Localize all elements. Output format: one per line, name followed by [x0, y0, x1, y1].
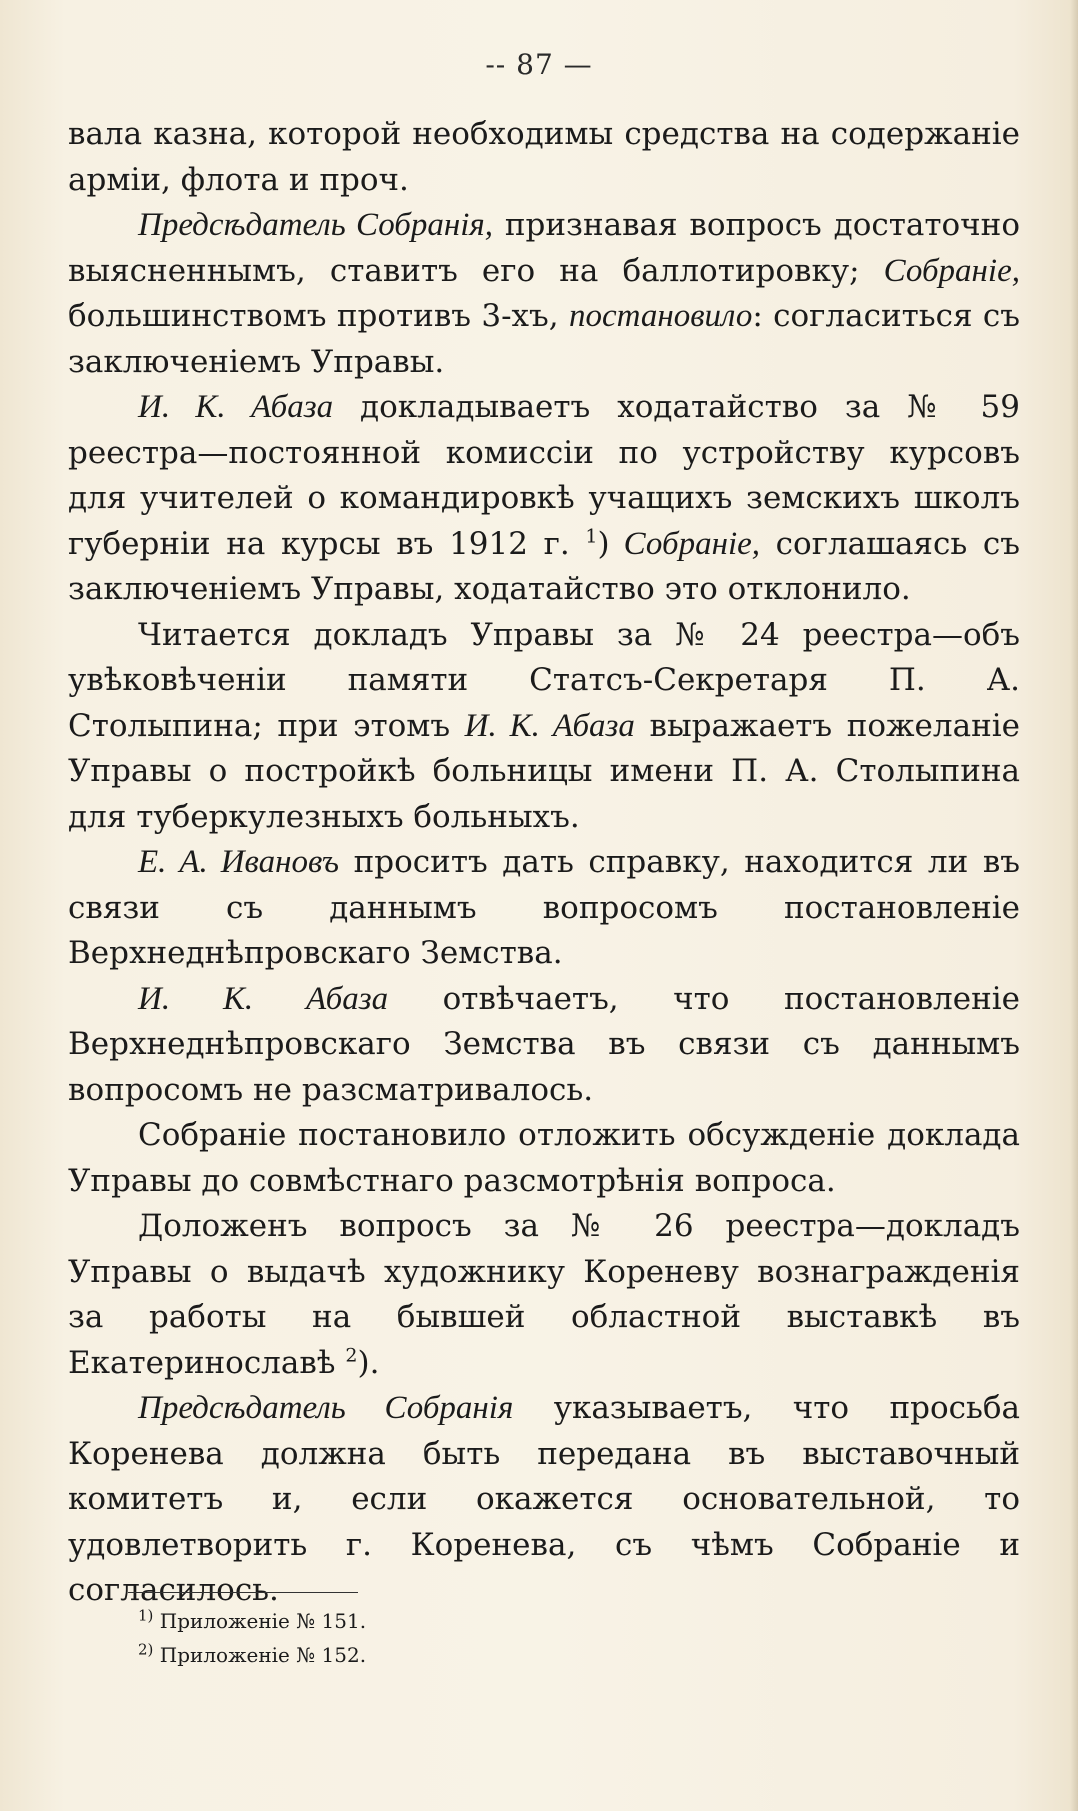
- speaker-name: И. К. Абаза: [138, 980, 389, 1017]
- paragraph-4: [68, 613, 1020, 841]
- paragraph-text: вала казна, которой необходимы средства на содержаніе арміи, флота и проч.: [68, 116, 1020, 198]
- speaker-name: И. К. Абаза: [464, 707, 635, 744]
- paragraph-text: указываетъ, что просьба Коренева должна быть передана въ выставочный комитетъ и, если окажется основательной, то удовлетворить г. Коренева, съ чѣмъ Собраніе и согласилось.: [68, 1390, 1021, 1608]
- paragraph-text: Доложенъ вопросъ за № 26 реестра—докладъ Управы о выдачѣ художнику Кореневу вознагражденія за работы на бывшей областной выставкѣ въ Екатеринославѣ: [68, 1208, 1020, 1381]
- paragraph-text: отвѣчаетъ, что постановленіе Верхнеднѣпровскаго Земства въ связи съ даннымъ вопросомъ не разсматривалось.: [68, 980, 1021, 1108]
- paragraph-text: признавая вопросъ достаточно выясненнымъ, ставитъ его на баллотировку;: [68, 207, 1020, 289]
- paragraph-text: соглашаясь съ заключеніемъ Управы, ходатайство это отклонило.: [68, 525, 1020, 607]
- paragraph-text: проситъ дать справку, находится ли въ связи съ даннымъ вопросомъ постановленіе Верхнеднѣпровскаго Земства.: [68, 844, 1020, 971]
- footnote-ref-1[interactable]: 1: [585, 525, 598, 548]
- paragraph-6: [68, 977, 1020, 1114]
- speaker-name: Предсѣдатель Собранія: [138, 1390, 514, 1426]
- footnote-text: Приложеніе № 152.: [153, 1643, 367, 1667]
- paragraph-text: выражаетъ пожеланіе Управы о постройкѣ больницы имени П. А. Столыпина для туберкулезныхъ больныхъ.: [68, 707, 1020, 835]
- emphasis-text: Собраніе,: [883, 252, 1020, 289]
- footnote-mark: 1): [138, 1606, 154, 1625]
- speaker-name: И. К. Абаза: [138, 389, 334, 425]
- emphasis-text: постановило: [568, 298, 753, 334]
- page-number: -- 87 —: [485, 48, 593, 81]
- speaker-name: Е. А. Ивановъ: [138, 844, 340, 880]
- paragraph-text: большинствомъ противъ 3-хъ,: [68, 298, 569, 334]
- paragraph-5: [68, 840, 1020, 977]
- emphasis-text: Собраніе,: [609, 525, 761, 562]
- paragraph-3: И. К. Абаза докладываетъ ходатайство за № 59 реестра—постоянной комиссіи по устройству курсовъ для учителей о командировкѣ учащихъ земскихъ школъ губерніи на курсы въ 1912 г. $^1$) Собраніе, соглашаясь съ заключеніемъ Управы, ходатайство это отклонило.: [68, 389, 1021, 607]
- paragraph-text: Собраніе постановило отложить обсужденіе доклада Управы до совмѣстнаго разсмотрѣнія вопроса.: [68, 1117, 1020, 1199]
- paragraph-8: Доложенъ вопросъ за № 26 реестра—докладъ Управы о выдачѣ художнику Кореневу вознагражденія за работы на бывшей областной выставкѣ въ Екатеринославѣ $^2$).: [68, 1208, 1020, 1381]
- paragraph-text: Читается докладъ Управы за № 24 реестра—объ увѣковѣченіи памяти Статсъ-Секретаря П. А. Столыпина; при этомъ: [68, 616, 1020, 744]
- main-text: [68, 112, 1020, 1614]
- paragraph-9: [68, 1386, 1020, 1614]
- footnote-divider: [128, 1592, 358, 1593]
- page-edge-shadow: [1070, 0, 1078, 1811]
- paragraph-1: [68, 112, 1020, 203]
- footnote-ref-2[interactable]: 2: [345, 1344, 358, 1367]
- footnote-1: [138, 1604, 838, 1638]
- footnote-text: Приложеніе № 151.: [153, 1609, 367, 1633]
- paragraph-7: [68, 1113, 1020, 1204]
- footnote-2: [138, 1638, 838, 1672]
- footnotes: [138, 1604, 838, 1672]
- paragraph-text: : согласиться съ заключеніемъ Управы.: [68, 298, 1021, 380]
- paragraph-text: .: [369, 1344, 380, 1381]
- speaker-name: Предсѣдатель Собранія,: [138, 207, 494, 243]
- paragraph-text: докладываетъ ходатайство за № 59 реестра—постоянной комиссіи по устройству курсовъ для учителей о командировкѣ учащихъ земскихъ школъ губерніи на курсы въ 1912 г.: [68, 389, 1021, 562]
- paragraph-2: [68, 203, 1020, 385]
- footnote-mark: 2): [138, 1640, 154, 1659]
